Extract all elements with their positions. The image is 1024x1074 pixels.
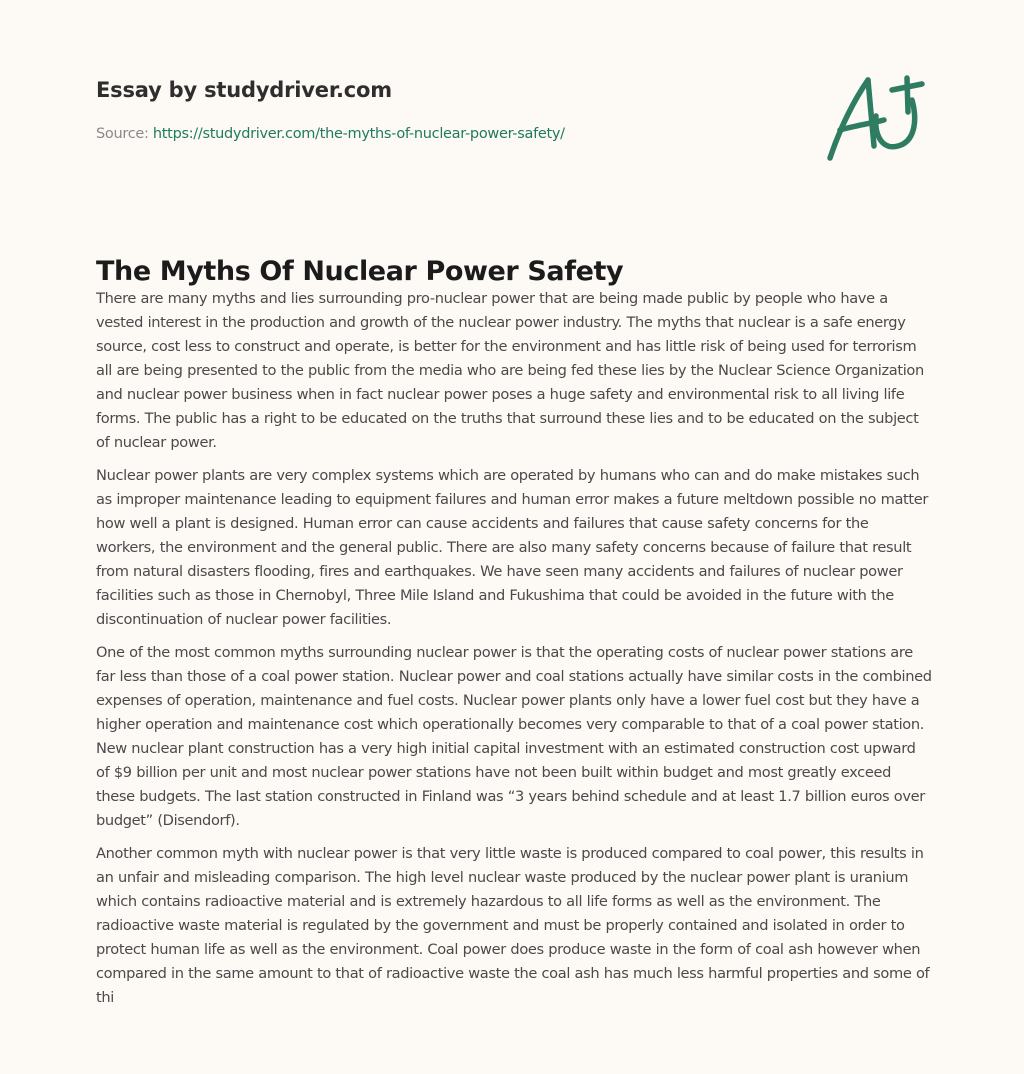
essay-header (96, 76, 565, 144)
essay-paragraph: One of the most common myths surrounding nuclear power is that the operating costs of nuclear power stations are far less than those of a coal power station. Nuclear power and coal stations actually have similar costs in the combined expenses of operation, maintenance and fuel costs. Nuclear power plants only have a lower fuel cost but they have a higher operation and maintenance cost which operationally becomes very comparable to that of a coal power station. New nuclear plant construction has a very high initial capital investment with an estimated construction cost upward of $9 billion per unit and most nuclear power stations have not been built within budget and most greatly exceed these budgets. The last station constructed in Finland was “3 years behind schedule and at least 1.7 billion euros over budget” (Disendorf). (96, 644, 932, 829)
essay-title: The Myths Of Nuclear Power Safety (96, 256, 624, 287)
source-line (96, 124, 565, 144)
essay-paragraph: Another common myth with nuclear power is that very little waste is produced compared to coal power, this results in an unfair and misleading comparison. The high level nuclear waste produced by the nuclear power plant is uranium which contains radioactive material and is extremely hazardous to all life forms as well as the environment. The radioactive waste material is regulated by the government and must be properly contained and isolated in order to protect human life as well as the environment. Coal power does produce waste in the form of coal ash however when compared in the same amount to that of radioactive waste the coal ash has much less harmful properties and some of thi (96, 845, 930, 1006)
essay-body (96, 287, 932, 1019)
site-title: Essay by studydriver.com (96, 78, 392, 102)
source-link[interactable]: https://studydriver.com/the-myths-of-nuclear-power-safety/ (152, 126, 565, 142)
essay-paragraph: Nuclear power plants are very complex systems which are operated by humans who can and do make mistakes such as improper maintenance leading to equipment failures and human error makes a future meltdown possible no matter how well a plant is designed. Human error can cause accidents and failures that cause safety concerns for the workers, the environment and the general public. There are also many safety concerns because of failure that result from natural disasters flooding, fires and earthquakes. We have seen many accidents and failures of nuclear power facilities such as those in Chernobyl, Three Mile Island and Fukushima that could be avoided in the future with the discontinuation of nuclear power facilities. (96, 467, 929, 628)
a-plus-grade-icon (818, 66, 933, 166)
source-label: Source: (96, 126, 149, 142)
essay-paragraph: There are many myths and lies surrounding pro-nuclear power that are being made public by people who have a vested interest in the production and growth of the nuclear power industry. The myths that nuclear is a safe energy source, cost less to construct and operate, is better for the environment and has little risk of being used for terrorism all are being presented to the public from the media who are being fed these lies by the Nuclear Science Organization and nuclear power business when in fact nuclear power poses a huge safety and environmental risk to all living life forms. The public has a right to be educated on the truths that surround these lies and to be educated on the subject of nuclear power. (96, 290, 924, 451)
